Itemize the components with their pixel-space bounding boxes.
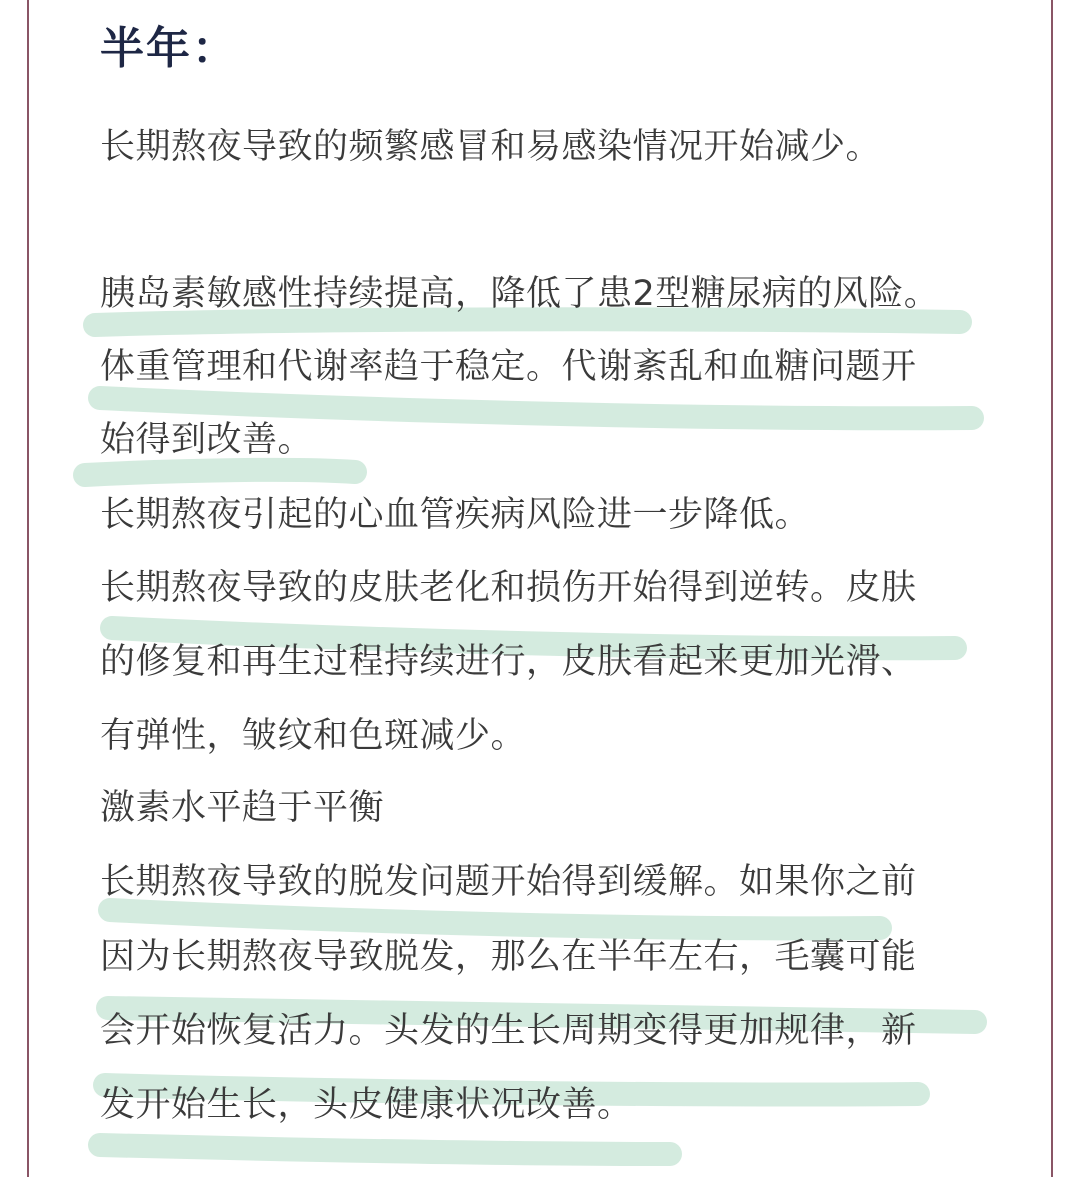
highlight-stroke-1 — [95, 319, 960, 325]
paragraph-line-7: 的修复和再生过程持续进行，皮肤看起来更加光滑、 — [100, 642, 917, 682]
highlight-stroke-5 — [110, 910, 880, 928]
paragraph-line-4: 始得到改善。 — [100, 420, 314, 460]
right-border — [1051, 0, 1053, 1177]
highlight-stroke-8 — [100, 1145, 670, 1154]
paragraph-line-5: 长期熬夜引起的心血管疾病风险进一步降低。 — [100, 495, 811, 535]
highlight-stroke-3 — [85, 470, 355, 475]
paragraph-line-8: 有弹性，皱纹和色斑减少。 — [100, 716, 527, 756]
left-border — [27, 0, 29, 1177]
paragraph-line-9: 激素水平趋于平衡 — [100, 788, 385, 828]
paragraph-line-13: 发开始生长，头皮健康状况改善。 — [100, 1085, 633, 1125]
paragraph-line-3: 体重管理和代谢率趋于稳定。代谢紊乱和血糖问题开 — [100, 347, 917, 387]
paragraph-line-12: 会开始恢复活力。头发的生长周期变得更加规律，新 — [100, 1011, 917, 1051]
paragraph-line-10: 长期熬夜导致的脱发问题开始得到缓解。如果你之前 — [100, 862, 917, 902]
paragraph-line-6: 长期熬夜导致的皮肤老化和损伤开始得到逆转。皮肤 — [100, 568, 917, 608]
paragraph-line-11: 因为长期熬夜导致脱发，那么在半年左右，毛囊可能 — [100, 937, 917, 977]
section-heading: 半年： — [100, 23, 238, 74]
paragraph-line-2: 胰岛素敏感性持续提高，降低了患2型糖尿病的风险。 — [100, 274, 940, 314]
paragraph-line-1: 长期熬夜导致的频繁感冒和易感染情况开始减少。 — [100, 127, 882, 167]
